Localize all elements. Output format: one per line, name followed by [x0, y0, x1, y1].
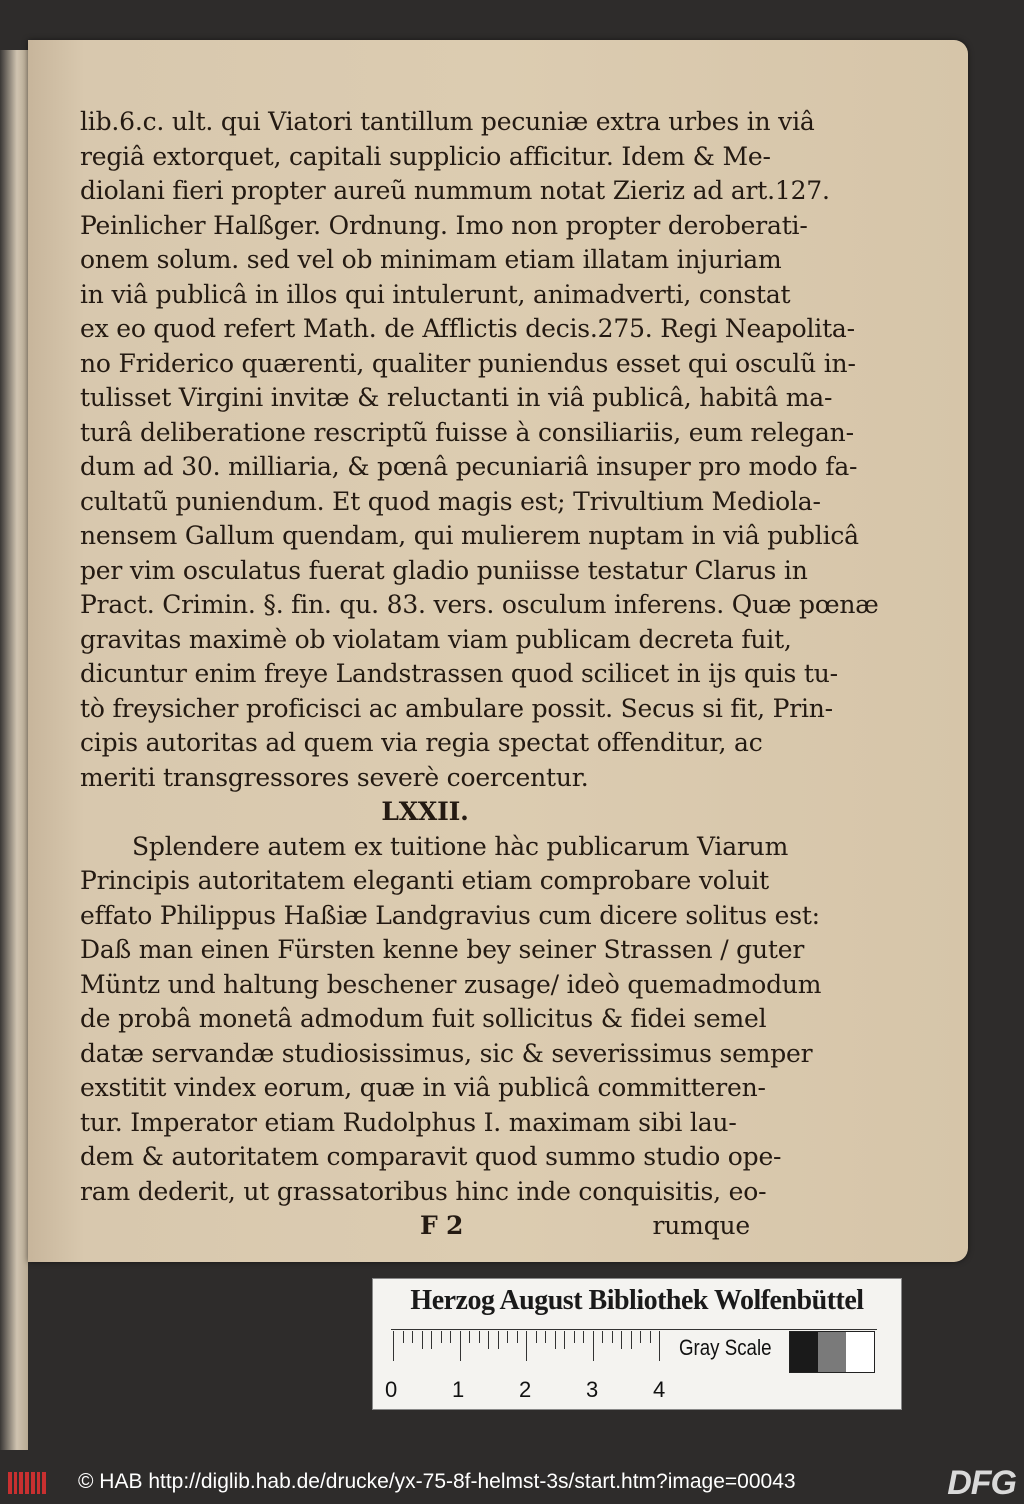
- text-line: de probâ monetâ admodum fuit sollicitus & fidei semel: [80, 1004, 767, 1033]
- text-line: turâ deliberatione rescriptũ fuisse à consiliariis, eum relegan-: [80, 417, 854, 447]
- barcode-icon: [8, 1472, 46, 1494]
- gray-scale-label: Gray Scale: [679, 1335, 772, 1360]
- ruler-tick: [412, 1331, 413, 1343]
- color-scale-strip: [372, 1278, 902, 1410]
- footer-bar: [0, 1460, 1024, 1504]
- gray-swatch: [818, 1332, 846, 1372]
- text-line: cipis autoritas ad quem via regia spectat offenditur, ac: [80, 728, 763, 757]
- text-line: Daß man einen Fürsten kenne bey seiner Strassen / guter: [80, 935, 805, 964]
- gray-swatch: [846, 1332, 874, 1372]
- ruler-tick: [555, 1331, 556, 1349]
- text-line: tur. Imperator etiam Rudolphus I. maximam sibi lau-: [80, 1107, 737, 1137]
- library-title: Herzog August Bibliothek Wolfenbüttel: [410, 1285, 864, 1316]
- ruler-tick: [431, 1331, 432, 1349]
- ruler-tick: [507, 1331, 508, 1343]
- ruler-tick: [631, 1331, 632, 1349]
- ruler-tick: [583, 1331, 584, 1343]
- text-line: diolani fieri propter aureũ nummum notat Zieriz ad art.127.: [80, 176, 830, 205]
- text-line: tulisset Virgini invitæ & reluctanti in viâ publicâ, habitâ ma-: [80, 383, 833, 412]
- ruler-tick: [545, 1331, 546, 1343]
- section-heading: LXXII.: [381, 797, 469, 826]
- ruler-tick: [450, 1331, 451, 1343]
- text-line: Peinlicher Halßger. Ordnung. Imo non propter deroberati-: [80, 210, 808, 240]
- ruler-tick: [488, 1331, 489, 1349]
- ruler-number: 1: [452, 1377, 465, 1402]
- ruler-tick: [479, 1331, 480, 1343]
- ruler-number: 4: [653, 1377, 666, 1402]
- ruler-number: 2: [519, 1377, 532, 1402]
- ruler-tick: [517, 1331, 518, 1343]
- footer-credit: © HAB http://diglib.hab.de/drucke/yx-75-8f-helmst-3s/start.htm?image=00043: [78, 1470, 796, 1493]
- page-text: [80, 105, 879, 1244]
- signature-line: [80, 1209, 770, 1244]
- text-line: datæ servandæ studiosissimus, sic & severissimus semper: [80, 1038, 813, 1068]
- text-line: no Friderico quærenti, qualiter puniendus esset qui osculũ in-: [80, 348, 856, 378]
- ruler-tick: [536, 1331, 537, 1343]
- barcode-bar: [42, 1472, 46, 1494]
- text-line: lib.6.c. ult. qui Viatori tantillum pecuniæ extra urbes in viâ: [80, 107, 815, 136]
- ruler-tick: [393, 1331, 394, 1361]
- text-line: Principis autoritatem eleganti etiam comprobare voluit: [80, 866, 769, 895]
- text-line: regiâ extorquet, capitali supplicio afficitur. Idem & Me-: [80, 141, 771, 171]
- text-line: exstitit vindex eorum, quæ in viâ publicâ committeren-: [80, 1073, 766, 1102]
- text-line: Pract. Crimin. §. fin. qu. 83. vers. osculum inferens. Quæ pœnæ: [80, 590, 879, 619]
- ruler-tick: [498, 1331, 499, 1349]
- catchword: rumque: [652, 1211, 750, 1240]
- text-line: cultatũ puniendum. Et quod magis est; Trivultium Mediola-: [80, 486, 821, 516]
- text-line: dem & autoritatem comparavit quod summo studio ope-: [80, 1142, 782, 1171]
- ruler-tick: [469, 1331, 470, 1343]
- ruler-tick: [602, 1331, 603, 1343]
- ruler-tick: [659, 1331, 660, 1361]
- ruler-tick: [441, 1331, 442, 1343]
- text-line: gravitas maximè ob violatam viam publicam decreta fuit,: [80, 624, 792, 654]
- ruler-tick: [612, 1331, 613, 1343]
- barcode-bar: [19, 1472, 23, 1494]
- ruler-tick: [564, 1331, 565, 1349]
- text-line: ram dederit, ut grassatoribus hinc inde conquisitis, eo-: [80, 1176, 767, 1206]
- ruler-tick: [621, 1331, 622, 1349]
- dfg-logo: DFG: [947, 1464, 1016, 1502]
- text-line: Müntz und haltung beschener zusage/ ideò quemadmodum: [80, 969, 822, 999]
- ruler-tick: [403, 1331, 404, 1343]
- ruler-tick: [460, 1331, 461, 1361]
- text-line: dum ad 30. milliaria, & pœnâ pecuniariâ insuper pro modo fa-: [80, 452, 858, 481]
- text-line: in viâ publicâ in illos qui intulerunt, animadverti, constat: [80, 279, 791, 309]
- ruler-tick: [593, 1331, 594, 1361]
- barcode-bar: [25, 1472, 29, 1494]
- barcode-bar: [14, 1472, 18, 1494]
- barcode-bar: [37, 1472, 41, 1494]
- ruler-number: 0: [385, 1377, 398, 1402]
- signature-mark: F 2: [420, 1211, 464, 1240]
- text-line: effato Philippus Haßiæ Landgravius cum dicere solitus est:: [80, 900, 820, 930]
- ruler-tick: [650, 1331, 651, 1343]
- gray-swatches: [789, 1331, 875, 1373]
- barcode-bar: [8, 1472, 12, 1494]
- ruler-tick: [574, 1331, 575, 1343]
- ruler-number: 3: [586, 1377, 599, 1402]
- gray-swatch: [790, 1332, 818, 1372]
- text-line: nensem Gallum quendam, qui mulierem nuptam in viâ publicâ: [80, 521, 859, 550]
- ruler-line: [391, 1329, 877, 1330]
- ruler-tick: [526, 1331, 527, 1361]
- ruler-ticks: [393, 1331, 673, 1361]
- text-line: dicuntur enim freye Landstrassen quod scilicet in ijs quis tu-: [80, 659, 838, 688]
- text-line: tò freysicher proficisci ac ambulare possit. Secus si fit, Prin-: [80, 693, 833, 723]
- adjacent-page-edge: [0, 50, 28, 1450]
- text-line: meriti transgressores severè coercentur.: [80, 762, 589, 792]
- text-line: per vim osculatus fuerat gladio puniisse testatur Clarus in: [80, 555, 808, 585]
- text-line: ex eo quod refert Math. de Afflictis decis.275. Regi Neapolita-: [80, 314, 855, 343]
- text-line: Splendere autem ex tuitione hàc publicarum Viarum: [132, 831, 789, 861]
- barcode-bar: [31, 1472, 35, 1494]
- ruler-tick: [640, 1331, 641, 1343]
- ruler-tick: [422, 1331, 423, 1349]
- text-line: onem solum. sed vel ob minimam etiam illatam injuriam: [80, 245, 782, 274]
